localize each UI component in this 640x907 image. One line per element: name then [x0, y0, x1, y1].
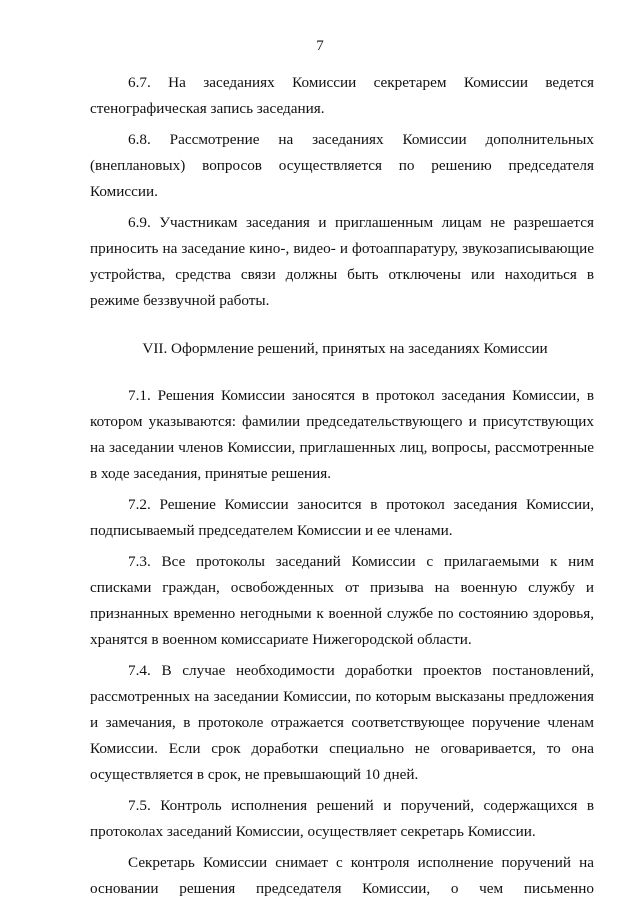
page-number: 7 [316, 38, 324, 54]
paragraph-secretary: Секретарь Комиссии снимает с контроля исполнение поручений на основании решения председателя Комиссии, о чем письменно [90, 854, 594, 897]
paragraph-7-2: 7.2. Решение Комиссии заносится в протокол заседания Комиссии, подписываемый председателем Комиссии и ее членами. [90, 496, 594, 539]
section-heading: VII. Оформление решений, принятых на заседаниях Комиссии [142, 340, 548, 357]
paragraph-6-8: 6.8. Рассмотрение на заседаниях Комиссии дополнительных (внеплановых) вопросов осуществляется по решению председателя Комиссии. [90, 131, 594, 200]
paragraph-6-9: 6.9. Участникам заседания и приглашенным лицам не разрешается приносить на заседание кино-, видео- и фотоаппаратуру, звукозаписывающие устройства, средства связи должны быть отключены или находиться в режиме беззвучной работы. [90, 214, 594, 309]
paragraph-6-7: 6.7. На заседаниях Комиссии секретарем Комиссии ведется стенографическая запись заседания. [90, 74, 594, 117]
paragraph-7-1: 7.1. Решения Комиссии заносятся в протокол заседания Комиссии, в котором указываются: фамилии председательствующего и присутствующих на заседании членов Комиссии, приглашенных лиц, вопросы, рассмотренные в ходе заседания, принятые решения. [90, 387, 594, 482]
document-body [90, 70, 594, 907]
paragraph-7-5: 7.5. Контроль исполнения решений и поручений, содержащихся в протоколах заседаний Комиссии, осуществляет секретарь Комиссии. [90, 797, 594, 840]
paragraph-7-3: 7.3. Все протоколы заседаний Комиссии с прилагаемыми к ним списками граждан, освобожденных от призыва на военную службу и признанных временно негодными к военной службе по состоянию здоровья, хранятся в военном комиссариате Нижегородской области. [90, 553, 594, 648]
paragraph-7-4: 7.4. В случае необходимости доработки проектов постановлений, рассмотренных на заседании Комиссии, по которым высказаны предложения и замечания, в протоколе отражается соответствующее поручение членам Комиссии. Если срок доработки специально не оговаривается, то она осуществляется в срок, не превышающий 10 дней. [90, 662, 594, 783]
